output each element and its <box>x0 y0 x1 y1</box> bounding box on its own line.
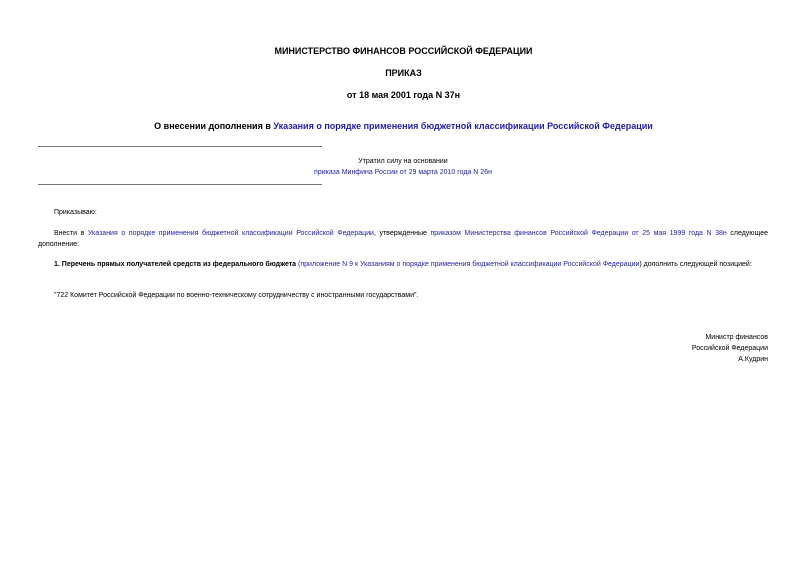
paragraph-3: "722 Комитет Российской Федерации по военно-техническому сотрудничеству с иностранными государствами". <box>54 292 419 299</box>
signature-country: Российской Федерации <box>691 345 768 352</box>
signature-title: Министр финансов <box>705 334 768 341</box>
p1-text-end: следующее дополнение: <box>38 230 768 248</box>
p2-bold: 1. Перечень прямых получателей средств из федерального бюджета <box>54 261 297 268</box>
document-date-number: от 18 мая 2001 года N 37н <box>346 90 461 100</box>
signature-name: А.Кудрин <box>738 356 768 363</box>
document-subject <box>0 121 807 131</box>
p1-link-order[interactable]: приказом Министерства финансов Российской Федерации от 25 мая 1999 года N 38н <box>430 230 727 237</box>
order-word: Приказываю: <box>54 209 97 216</box>
status-link[interactable]: приказа Минфина России от 29 марта 2010 года N 26н <box>314 169 492 176</box>
paragraph-2 <box>38 259 768 270</box>
p2-open: ( <box>296 261 301 268</box>
divider-bottom <box>38 184 322 185</box>
document-type: ПРИКАЗ <box>385 68 422 78</box>
paragraph-1 <box>38 228 768 250</box>
p2-link-appendix[interactable]: приложение N 9 к Указаниям о порядке применения бюджетной классификации Российской Федерации <box>300 261 640 268</box>
p2-text-end: ) дополнить следующей позицией: <box>639 261 752 268</box>
status-line: Утратил силу на основании <box>358 158 448 165</box>
ministry-title: МИНИСТЕРСТВО ФИНАНСОВ РОССИЙСКОЙ ФЕДЕРАЦИИ <box>274 46 533 56</box>
subject-link[interactable]: Указания о порядке применения бюджетной классификации Российской Федерации <box>273 121 653 131</box>
divider-top <box>38 146 322 147</box>
p1-text: Внести в <box>54 230 88 237</box>
subject-prefix: О внесении дополнения в <box>154 121 274 131</box>
p1-link-instructions[interactable]: Указания о порядке применения бюджетной классификации Российской Федерации <box>87 230 374 237</box>
signature-block <box>692 332 768 365</box>
p1-text-mid: , утвержденные <box>373 230 431 237</box>
